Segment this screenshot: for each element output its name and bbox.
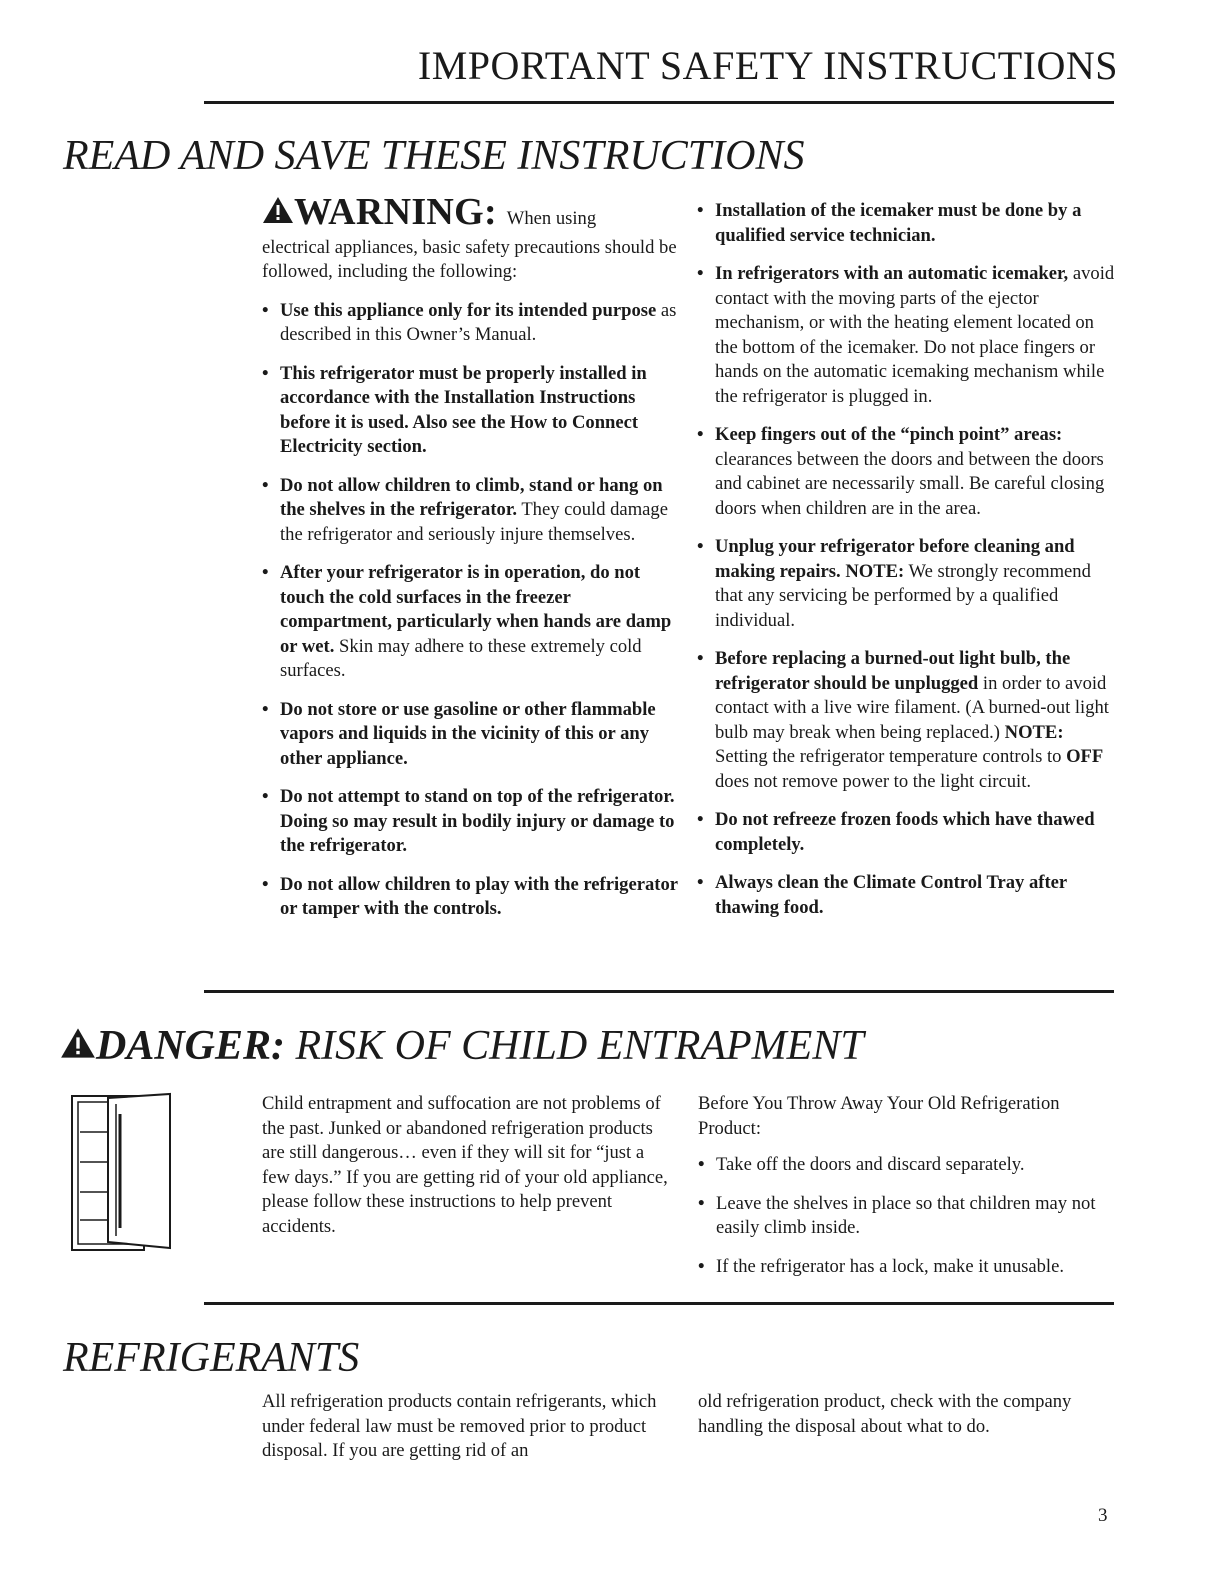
refrigerator-illustration [70, 1092, 174, 1254]
warning-intro-first: When using [506, 208, 597, 229]
warning-right-column [697, 199, 1115, 934]
list-item: • Installation of the icemaker must be done by a qualified service technician. [697, 199, 1115, 248]
list-item: • In refrigerators with an automatic icemaker, avoid contact with the moving parts of the ejector mechanism, or with the heating element located on the bottom of the icemaker. Do not place fingers or hands on the automatic icemaking mechanism while the refrigerator is plugged in. [697, 262, 1115, 409]
danger-title-text: RISK OF CHILD ENTRAPMENT [295, 1023, 864, 1069]
page-header-title: IMPORTANT SAFETY INSTRUCTIONS [417, 43, 1118, 88]
list-item: • Always clean the Climate Control Tray after thawing food. [697, 871, 1115, 920]
warning-left-column [262, 191, 680, 936]
danger-title [60, 1022, 864, 1070]
warning-left-list [262, 299, 680, 922]
list-item: • Unplug your refrigerator before cleaning and making repairs. NOTE: We strongly recommend that any servicing be performed by a qualified individual. [697, 535, 1115, 633]
list-item: • Do not allow children to climb, stand or hang on the shelves in the refrigerator. They could damage the refrigerator and seriously injure themselves. [262, 474, 680, 548]
danger-rule [204, 990, 1114, 993]
list-item: • Leave the shelves in place so that children may not easily climb inside. [698, 1192, 1118, 1241]
header-rule [204, 101, 1114, 104]
list-item: • Take off the doors and discard separately. [698, 1153, 1118, 1178]
warning-intro-rest: electrical appliances, basic safety precautions should be followed, including the following: [262, 236, 677, 282]
warning-heading [262, 191, 507, 233]
warning-label: WARNING: [294, 191, 497, 233]
list-item: • Keep fingers out of the “pinch point” areas: clearances between the doors and between the doors and cabinet are necessarily small. Be careful closing doors when children are in the area. [697, 423, 1115, 521]
danger-right-intro: Before You Throw Away Your Old Refrigeration Product: [698, 1093, 1060, 1139]
list-item: • Do not attempt to stand on top of the refrigerator. Doing so may result in bodily injury or damage to the refrigerator. [262, 785, 680, 859]
danger-right-column [698, 1092, 1118, 1293]
list-item: • If the refrigerator has a lock, make it unusable. [698, 1255, 1118, 1280]
warning-right-list [697, 199, 1115, 920]
list-item: • This refrigerator must be properly installed in accordance with the Installation Instructions before it is used. Also see the How to Connect Electricity section. [262, 362, 680, 460]
list-item: • Do not allow children to play with the refrigerator or tamper with the controls. [262, 873, 680, 922]
refrigerants-title: REFRIGERANTS [63, 1335, 360, 1381]
list-item: • Use this appliance only for its intended purpose as described in this Owner’s Manual. [262, 299, 680, 348]
refrigerants-rule [204, 1302, 1114, 1305]
refrigerants-left-text: All refrigeration products contain refrigerants, which under federal law must be removed prior to product disposal. If you are getting rid of an [262, 1391, 657, 1461]
list-item: • Do not refreeze frozen foods which have thawed completely. [697, 808, 1115, 857]
list-item: • Do not store or use gasoline or other flammable vapors and liquids in the vicinity of this or any other appliance. [262, 698, 680, 772]
danger-label: DANGER: [96, 1023, 286, 1069]
list-item: • After your refrigerator is in operation, do not touch the cold surfaces in the freezer compartment, particularly when hands are damp or wet. Skin may adhere to these extremely cold surfaces. [262, 561, 680, 684]
read-save-title: READ AND SAVE THESE INSTRUCTIONS [63, 133, 805, 179]
warning-triangle-icon [262, 196, 294, 224]
list-item: • Before replacing a burned-out light bulb, the refrigerator should be unplugged in order to avoid contact with a live wire filament. (A burned-out light bulb may break when being replaced.) NOTE: Setting the refrigerator temperature controls to OFF does not remove power to the light circuit. [697, 647, 1115, 794]
danger-left-text: Child entrapment and suffocation are not problems of the past. Junked or abandoned refrigeration products are still dangerous… even if they will sit for “just a few days.” If you are getting rid of your old appliance, please follow these instructions to help prevent accidents. [262, 1093, 668, 1237]
danger-right-list [698, 1153, 1118, 1279]
danger-triangle-icon [60, 1027, 96, 1059]
page-number: 3 [1098, 1505, 1108, 1526]
refrigerants-right-text: old refrigeration product, check with the company handling the disposal about what to do. [698, 1391, 1072, 1437]
